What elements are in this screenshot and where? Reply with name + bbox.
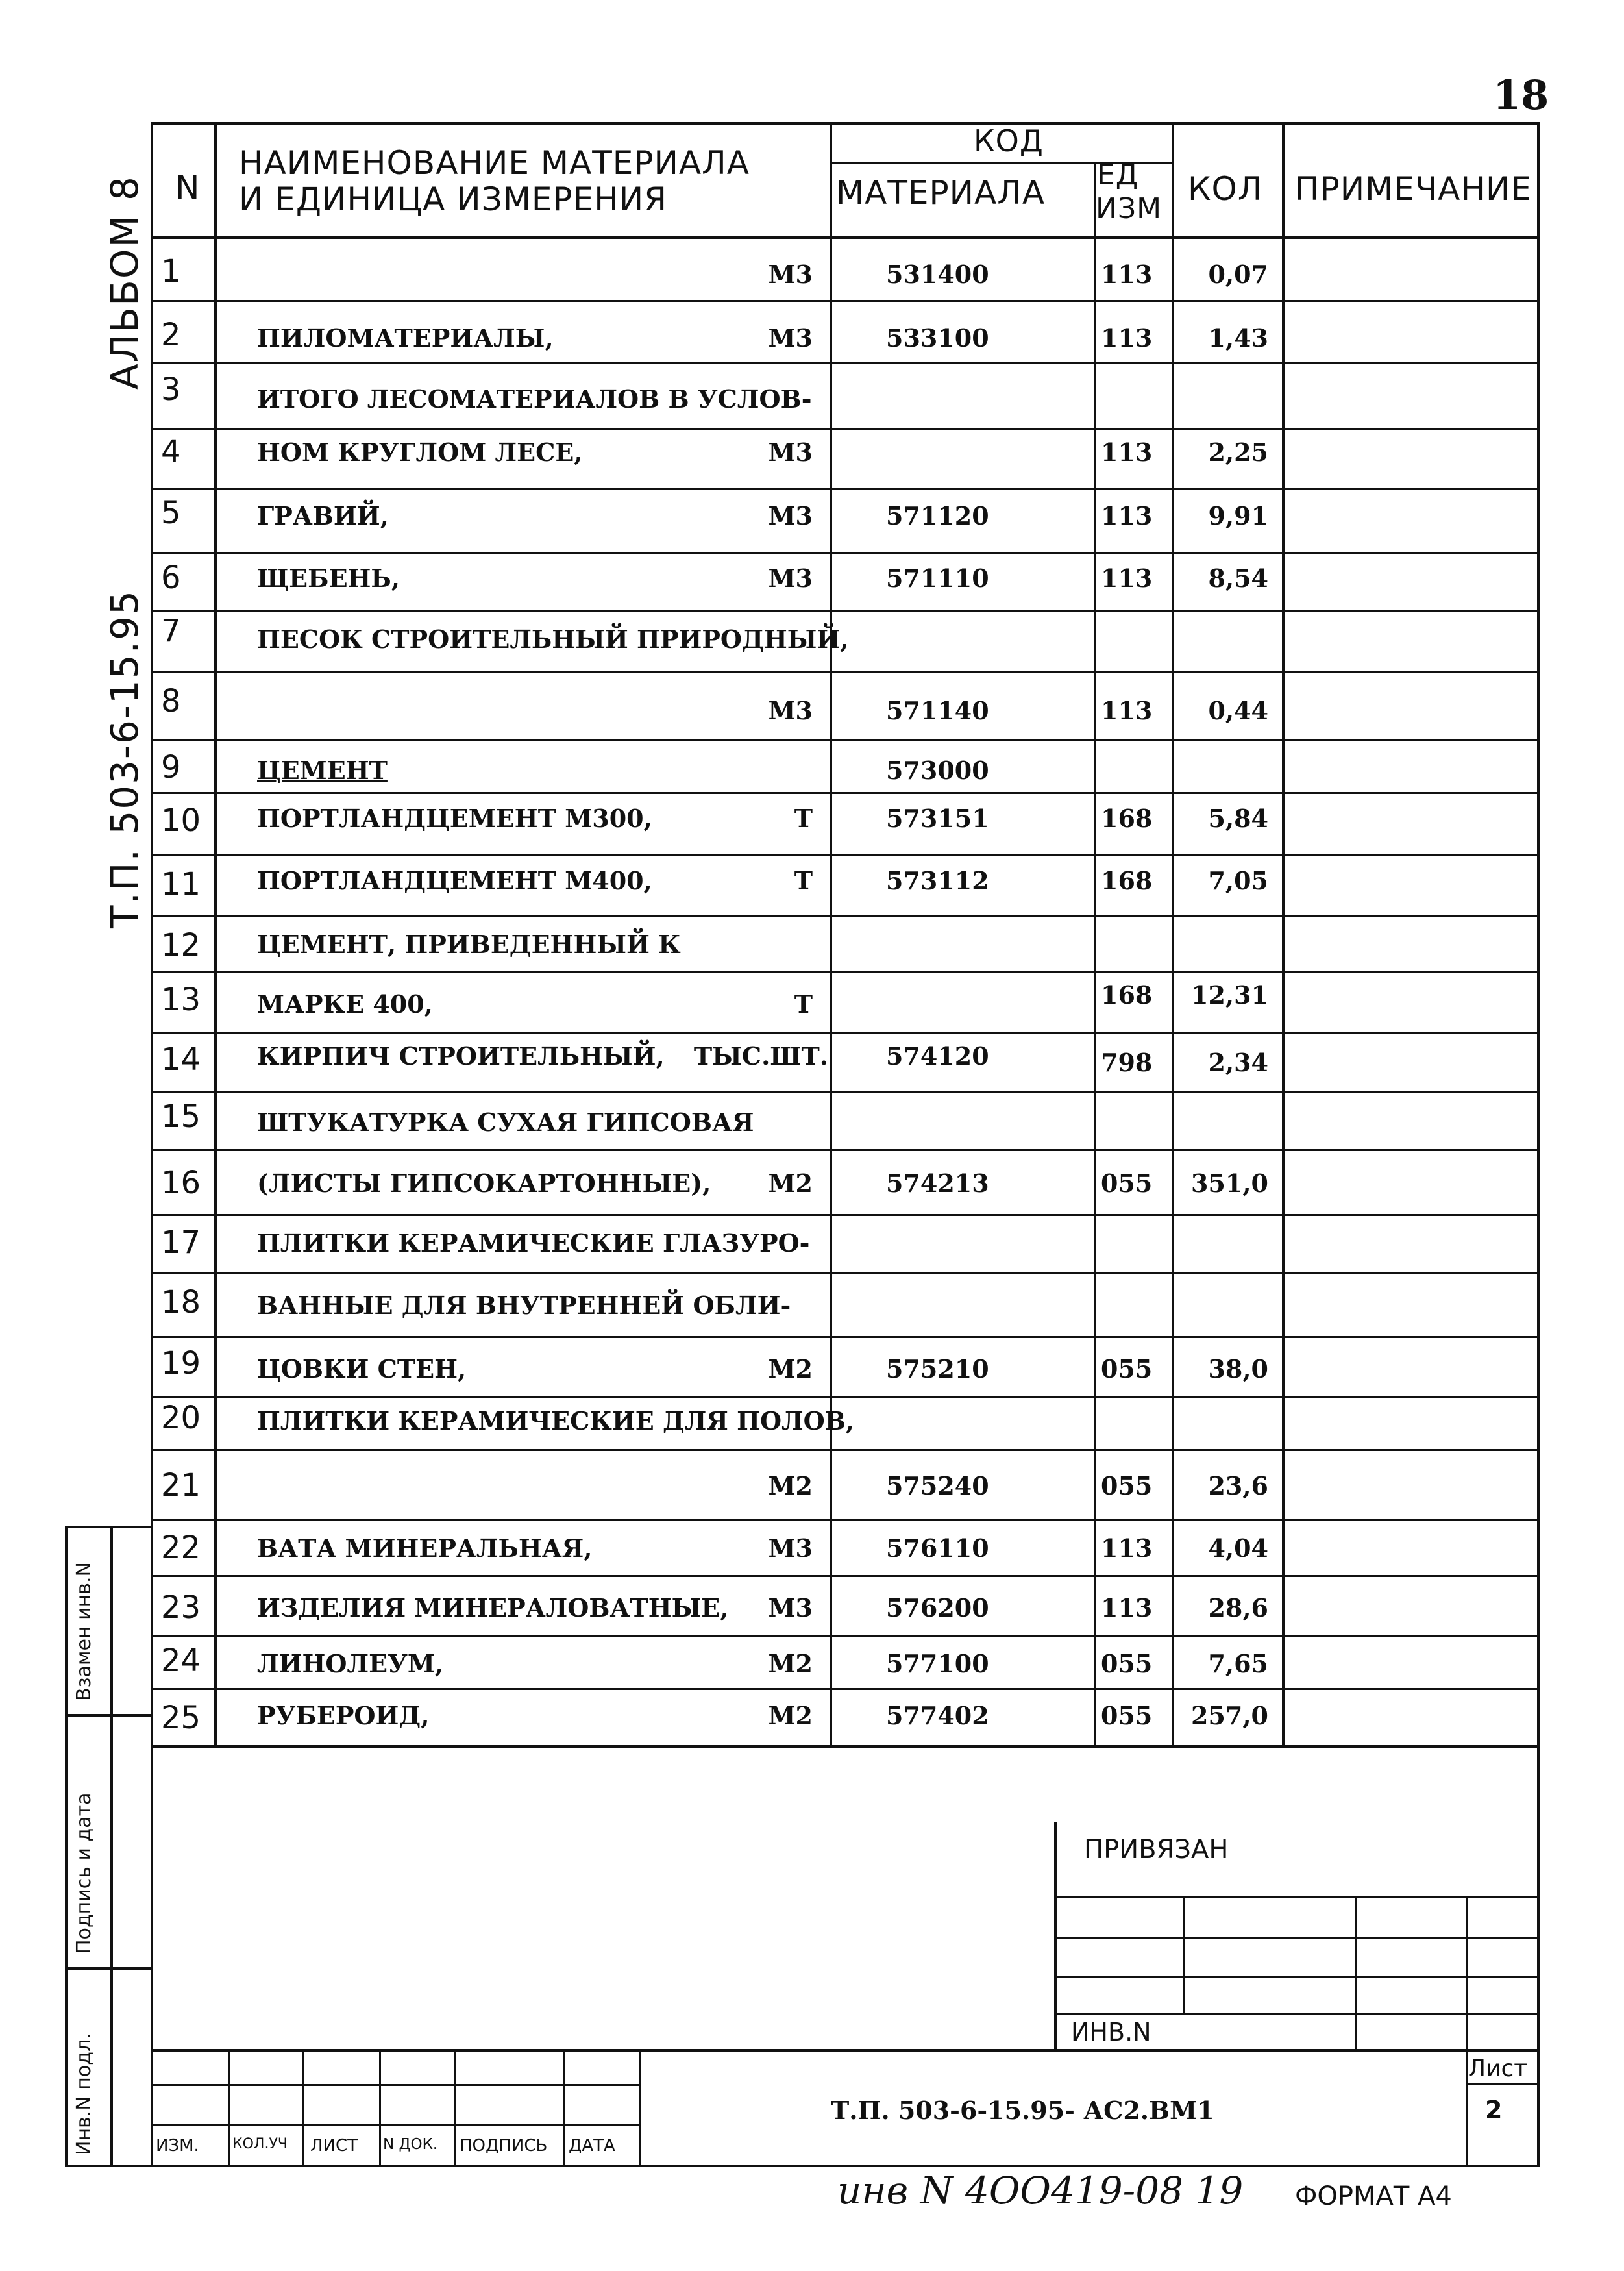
tb-col-podpis: ПОДПИСЬ	[460, 2136, 548, 2155]
page-number: 18	[1493, 71, 1549, 119]
row-number: 14	[161, 1041, 201, 1078]
row-ed: 055	[1101, 1354, 1153, 1384]
row-number: 8	[161, 683, 181, 719]
header-ed-line1: ЕД	[1097, 158, 1139, 192]
row-name: ЦЕМЕНТ, ПРИВЕДЕННЫЙ К	[257, 930, 681, 959]
row-name: ВАННЫЕ ДЛЯ ВНУТРЕННЕЙ ОБЛИ-	[257, 1291, 791, 1320]
row-ed: 113	[1101, 438, 1153, 467]
inventory-handwritten: инв N 4ОО419-08 19	[837, 2168, 1244, 2213]
row-unit: М3	[768, 501, 813, 530]
row-name: ЩЕБЕНЬ,	[257, 564, 400, 593]
sheet-label: Лист	[1468, 2055, 1528, 2082]
row-number: 23	[161, 1589, 201, 1626]
row-name: НОМ КРУГЛОМ ЛЕСЕ,	[257, 438, 583, 467]
header-name-line1: НАИМЕНОВАНИЕ МАТЕРИАЛА	[239, 144, 750, 182]
row-unit: М2	[768, 1354, 813, 1384]
header-name-line2: И ЕДИНИЦА ИЗМЕРЕНИЯ	[239, 180, 667, 218]
row-name: РУБЕРОИД,	[257, 1701, 430, 1730]
row-number: 4	[161, 434, 181, 470]
row-number: 21	[161, 1467, 201, 1504]
document-reference: Т.П. 503-6-15.95- АС2.ВМ1	[831, 2096, 1214, 2125]
row-name: (ЛИСТЫ ГИПСОКАРТОННЫЕ),	[257, 1169, 711, 1198]
header-ed-line2: ИЗМ	[1096, 192, 1163, 225]
side-album-label: АЛЬБОМ 8	[103, 175, 147, 390]
side-podpis-label: Подпись и дата	[73, 1793, 95, 1954]
row-unit: М2	[768, 1649, 813, 1678]
tb-col-izm: ИЗМ.	[156, 2136, 199, 2155]
row-number: 22	[161, 1530, 201, 1566]
row-unit: Т	[794, 804, 813, 833]
row-name: ВАТА МИНЕРАЛЬНАЯ,	[257, 1533, 593, 1563]
row-number: 11	[161, 866, 201, 902]
header-kol: КОЛ	[1188, 170, 1263, 208]
row-kol: 28,6	[1208, 1593, 1268, 1622]
row-name: ПОРТЛАНДЦЕМЕНТ М300,	[257, 804, 652, 833]
row-number: 9	[161, 749, 181, 786]
row-kol: 0,07	[1208, 260, 1268, 289]
row-ed: 113	[1101, 501, 1153, 530]
row-code: 574213	[886, 1169, 989, 1198]
row-code: 577100	[886, 1649, 989, 1678]
row-number: 1	[161, 253, 181, 290]
row-code: 533100	[886, 323, 989, 353]
row-code: 575240	[886, 1471, 989, 1500]
row-number: 10	[161, 802, 201, 839]
row-kol: 257,0	[1191, 1701, 1268, 1730]
row-kol: 0,44	[1208, 696, 1268, 725]
row-kol: 351,0	[1191, 1169, 1268, 1198]
row-kol: 2,34	[1208, 1048, 1268, 1077]
row-name: ПЕСОК СТРОИТЕЛЬНЫЙ ПРИРОДНЫЙ,	[257, 625, 849, 654]
row-unit: М3	[768, 323, 813, 353]
row-name: ГРАВИЙ,	[257, 501, 389, 530]
side-vzamen-label: Взамен инв.N	[73, 1562, 95, 1701]
row-ed: 168	[1101, 980, 1153, 1010]
row-ed: 055	[1101, 1701, 1153, 1730]
row-code: 573112	[886, 866, 989, 895]
row-unit: М3	[768, 438, 813, 467]
row-number: 16	[161, 1165, 201, 1201]
row-name: ЦЕМЕНТ	[257, 756, 388, 785]
row-number: 6	[161, 560, 181, 596]
header-kod: КОД	[974, 123, 1044, 158]
tb-col-ndok: N ДОК.	[383, 2136, 438, 2153]
row-unit: ТЫС.ШТ.	[693, 1041, 828, 1071]
row-number: 17	[161, 1224, 201, 1261]
row-ed: 055	[1101, 1471, 1153, 1500]
row-code: 577402	[886, 1701, 989, 1730]
row-kol: 5,84	[1208, 804, 1268, 833]
row-name: ПЛИТКИ КЕРАМИЧЕСКИЕ ГЛАЗУРО-	[257, 1228, 810, 1258]
row-unit: М3	[768, 1593, 813, 1622]
row-ed: 113	[1101, 1593, 1153, 1622]
header-primechanie: ПРИМЕЧАНИЕ	[1295, 170, 1532, 208]
row-code: 573000	[886, 756, 989, 785]
row-unit: М3	[768, 1533, 813, 1563]
row-name: ЛИНОЛЕУМ,	[257, 1649, 444, 1678]
tb-col-data: ДАТА	[569, 2136, 615, 2155]
row-unit: М2	[768, 1471, 813, 1500]
row-kol: 7,65	[1208, 1649, 1268, 1678]
row-ed: 798	[1101, 1048, 1153, 1077]
row-code: 574120	[886, 1041, 989, 1071]
row-name: МАРКЕ 400,	[257, 989, 433, 1019]
row-name: ИЗДЕЛИЯ МИНЕРАЛОВАТНЫЕ,	[257, 1593, 729, 1622]
row-number: 20	[161, 1400, 201, 1436]
row-kol: 7,05	[1208, 866, 1268, 895]
row-ed: 055	[1101, 1649, 1153, 1678]
row-unit: М2	[768, 1169, 813, 1198]
row-code: 573151	[886, 804, 989, 833]
row-name: ПОРТЛАНДЦЕМЕНТ М400,	[257, 866, 652, 895]
row-name: ЦОВКИ СТЕН,	[257, 1354, 467, 1384]
row-kol: 1,43	[1208, 323, 1268, 353]
privyazan-label: ПРИВЯЗАН	[1084, 1835, 1229, 1865]
row-name: ИТОГО ЛЕСОМАТЕРИАЛОВ В УСЛОВ-	[257, 384, 812, 414]
row-ed: 113	[1101, 323, 1153, 353]
row-unit: Т	[794, 866, 813, 895]
row-code: 571110	[886, 564, 989, 593]
tb-col-list: ЛИСТ	[310, 2136, 358, 2155]
row-ed: 168	[1101, 804, 1153, 833]
row-kol: 38,0	[1208, 1354, 1268, 1384]
row-unit: М2	[768, 1701, 813, 1730]
row-number: 5	[161, 495, 181, 531]
header-n: N	[175, 169, 201, 206]
row-kol: 8,54	[1208, 564, 1268, 593]
row-unit: М3	[768, 696, 813, 725]
sheet-number: 2	[1485, 2096, 1503, 2124]
row-kol: 12,31	[1191, 980, 1268, 1010]
row-number: 15	[161, 1098, 201, 1135]
row-ed: 168	[1101, 866, 1153, 895]
row-code: 576200	[886, 1593, 989, 1622]
row-name: КИРПИЧ СТРОИТЕЛЬНЫЙ,	[257, 1041, 665, 1071]
row-code: 571140	[886, 696, 989, 725]
row-number: 13	[161, 982, 201, 1018]
row-number: 2	[161, 317, 181, 353]
inv-n-label: ИНВ.N	[1071, 2018, 1151, 2046]
row-number: 24	[161, 1643, 201, 1679]
header-material: МАТЕРИАЛА	[836, 174, 1046, 212]
row-code: 575210	[886, 1354, 989, 1384]
side-project-label: Т.П. 503-6-15.95	[103, 589, 147, 928]
row-number: 18	[161, 1284, 201, 1321]
row-ed: 113	[1101, 1533, 1153, 1563]
row-code: 576110	[886, 1533, 989, 1563]
row-unit: Т	[794, 989, 813, 1019]
row-number: 25	[161, 1700, 201, 1736]
side-inv-podl-label: Инв.N подл.	[73, 2033, 95, 2155]
row-number: 3	[161, 371, 181, 408]
row-number: 12	[161, 927, 201, 963]
row-ed: 113	[1101, 260, 1153, 289]
row-ed: 055	[1101, 1169, 1153, 1198]
row-kol: 4,04	[1208, 1533, 1268, 1563]
row-name: ШТУКАТУРКА СУХАЯ ГИПСОВАЯ	[257, 1108, 754, 1137]
row-number: 7	[161, 613, 181, 649]
row-number: 19	[161, 1345, 201, 1382]
row-kol: 9,91	[1208, 501, 1268, 530]
row-kol: 23,6	[1208, 1471, 1268, 1500]
row-kol: 2,25	[1208, 438, 1268, 467]
row-name: ПИЛОМАТЕРИАЛЫ,	[257, 323, 554, 353]
row-code: 531400	[886, 260, 989, 289]
row-ed: 113	[1101, 564, 1153, 593]
format-label: ФОРМАТ А4	[1295, 2181, 1452, 2211]
row-ed: 113	[1101, 696, 1153, 725]
row-unit: М3	[768, 564, 813, 593]
tb-col-koluch: КОЛ.УЧ	[232, 2136, 288, 2152]
row-code: 571120	[886, 501, 989, 530]
row-name: ПЛИТКИ КЕРАМИЧЕСКИЕ ДЛЯ ПОЛОВ,	[257, 1406, 855, 1435]
row-unit: М3	[768, 260, 813, 289]
